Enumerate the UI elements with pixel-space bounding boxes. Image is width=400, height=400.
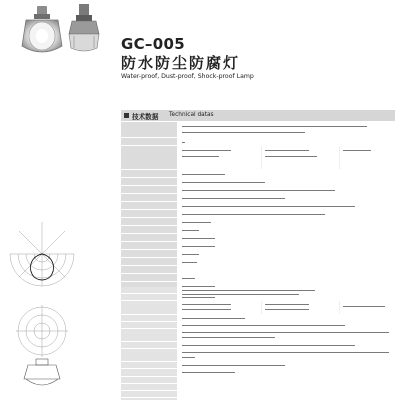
spec-row	[121, 315, 395, 322]
spec-row	[121, 250, 395, 258]
lamp-product-image-side	[66, 4, 102, 56]
enclosure-steel-cell	[339, 146, 395, 169]
spec-row	[121, 322, 395, 329]
enclosure-material-cell	[179, 301, 259, 314]
spec-row	[121, 377, 395, 384]
product-subtitle-en: Water-proof, Dust-proof, Shock-proof Lamp	[121, 73, 254, 80]
spec-row	[121, 391, 395, 398]
spec-row	[121, 294, 395, 301]
lamp-product-image-front	[20, 6, 64, 58]
spec-row	[121, 210, 395, 218]
spec-row	[121, 122, 395, 138]
enclosure-cover-cell	[261, 146, 337, 169]
spec-row	[121, 258, 395, 266]
tech-data-header	[121, 110, 395, 121]
spec-row	[121, 301, 395, 315]
spec-row	[121, 234, 395, 242]
product-title-cn: 防水防尘防腐灯	[121, 54, 241, 72]
spec-row	[121, 218, 395, 226]
spec-row	[121, 226, 395, 234]
section-square-icon	[124, 113, 129, 118]
enclosure-material-cell	[179, 146, 259, 169]
spec-row	[121, 186, 395, 194]
spec-row	[121, 266, 395, 274]
spec-row	[121, 384, 395, 391]
dimension-diagram	[8, 305, 76, 393]
spec-row	[121, 274, 395, 282]
spec-row	[121, 138, 395, 146]
spec-row	[121, 287, 395, 294]
enclosure-steel-cell	[339, 301, 395, 314]
spec-table-en	[121, 287, 395, 400]
spec-row	[121, 242, 395, 250]
section-title-cn: 技术数据	[132, 113, 159, 121]
section-title-en: Technical datas	[169, 111, 214, 118]
spec-row	[121, 349, 395, 362]
spec-row	[121, 369, 395, 377]
enclosure-cover-cell	[261, 301, 337, 314]
spec-row	[121, 170, 395, 178]
spec-row	[121, 342, 395, 349]
product-model: GC–005	[121, 35, 185, 53]
spec-table-cn	[121, 122, 395, 298]
spec-row	[121, 146, 395, 170]
spec-row	[121, 202, 395, 210]
light-distribution-diagram	[8, 220, 76, 290]
spec-row	[121, 329, 395, 342]
spec-row	[121, 194, 395, 202]
spec-row	[121, 178, 395, 186]
spec-row	[121, 362, 395, 369]
